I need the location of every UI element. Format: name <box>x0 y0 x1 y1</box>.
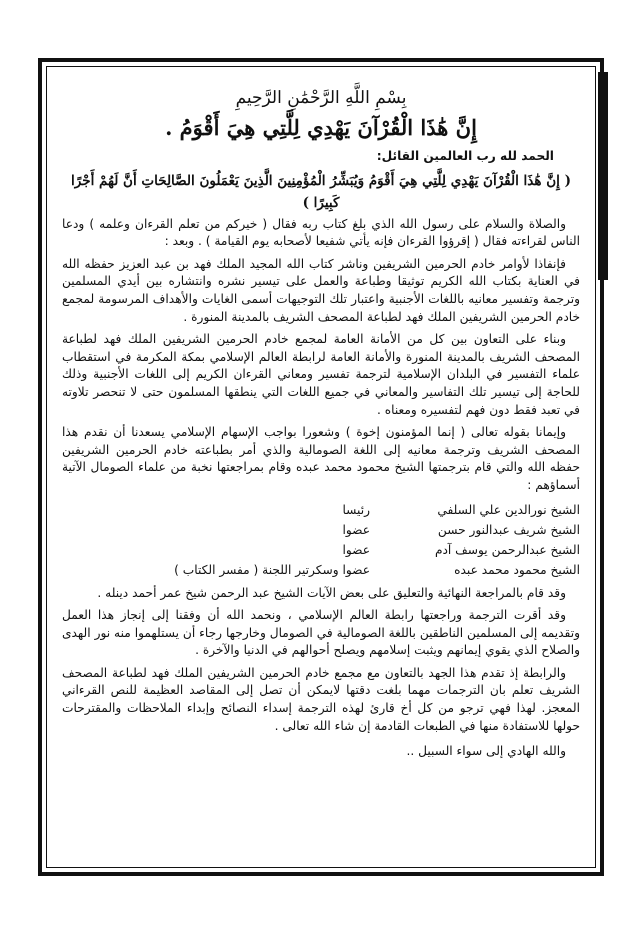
reviewer-role: عضوا <box>342 522 370 537</box>
praise-line: الحمد لله رب العالمين القائل: <box>376 149 554 163</box>
reviewer-role: عضوا <box>342 542 370 557</box>
paragraph-approval: وقد أقرت الترجمة وراجعتها رابطة العالم الإسلامي ، ونحمد الله أن وفقنا إلى إنجاز هذا العمل وتقديمه إلى المسلمين الناطقين باللغة الصومالية في الصومال وخارجها رجاء أن يستلهموا منه نور الهدى والصلاح الذي يقوي إيمانهم ويثبت إسلامهم ويصلح أحوالهم في الدنيا والآخرة . <box>62 608 580 658</box>
quran-verse: ( إِنَّ هَٰذَا الْقُرْآنَ يَهْدِي لِلَّتِي هِيَ أَقْوَمُ وَيُبَشِّرُ الْمُؤْمِنِينَ الَّذِينَ يَعْمَلُونَ الصَّالِحَاتِ أَنَّ لَهُمْ أَجْرًا كَبِيرًا ) <box>71 172 571 211</box>
paragraph-final-review: وقد قام بالمراجعة النهائية والتعليق على بعض الآيات الشيخ عبد الرحمن شيخ عمر أحمد دينله . <box>97 585 566 600</box>
reviewer-row <box>62 540 580 560</box>
reviewer-row <box>62 500 580 520</box>
reviewer-row <box>62 560 580 580</box>
reviewers-list <box>62 500 580 580</box>
closing-line: والله الهادي إلى سواء السبيل .. <box>406 744 566 759</box>
reviewer-name: الشيخ محمود محمد عبده <box>454 562 580 577</box>
reviewer-row <box>62 520 580 540</box>
basmala: بِسْمِ اللَّهِ الرَّحْمَٰنِ الرَّحِيمِ <box>235 88 407 108</box>
paragraph-cooperation: وبناء على التعاون بين كل من الأمانة العامة لمجمع خادم الحرمين الشريفين الملك فهد لطباعة المصحف الشريف بالمدينة المنورة والأمانة العامة لرابطة العالم الإسلامي بمكة المكرمة في استقطاب علماء التفسير في البلدان الإسلامية لترجمة تفسير ومعاني القرءان الكريم إلى اللغات الأجنبية وذلك للحاجة إلى تيسير تلك التفاسير والمعاني في جميع اللغات التي ينطقها المسلمون حتى لا تنحصر تلاوته في تعبد فقط دون فهم لتفسيره ومعناه . <box>62 332 580 417</box>
reviewer-role: رئيسا <box>342 502 370 517</box>
reviewer-role: عضوا وسكرتير اللجنة ( مفسر الكتاب ) <box>174 562 370 577</box>
paragraph-translation: وإيمانا بقوله تعالى ( إنما المؤمنون إخوة ) وشعورا بواجب الإسهام الإسلامي يسعدنا أن نقدم هذا المصحف الشريف وترجمة معانيه إلى اللغة الصومالية والذي أمر بطباعته خادم الحرمين الشريفين حفظه الله والتي قام بترجمتها الشيخ محمود محمد عبده وقام بمراجعتها نخبة من علماء الصومال الآتية أسماؤهم : <box>62 425 580 492</box>
verse-headline: إِنَّ هَٰذَا الْقُرْآنَ يَهْدِي لِلَّتِي هِيَ أَقْوَمُ . <box>165 115 477 140</box>
reviewer-name: الشيخ شريف عبدالنور حسن <box>437 522 580 537</box>
paragraph-league: والرابطة إذ تقدم هذا الجهد بالتعاون مع مجمع خادم الحرمين الشريفين الملك فهد لطباعة المصحف الشريف تعلم بان الترجمات مهما بلغت دقتها لايمكن أن تصل إلى المقاصد العظيمة للنص القرءاني المعجز. لهذا فهي ترجو من كل أخ قارئ لهذه الترجمة إسداء النصائح وإبداء الملاحظات والمقترحات حولها للاستفادة منها في الطبعات القادمة إن شاء الله تعالى . <box>62 665 580 733</box>
paragraph-directives: فإنفاذا لأوامر خادم الحرمين الشريفين وناشر كتاب الله المجيد الملك فهد بن عبد العزيز حفظه الله في العناية بكتاب الله الكريم توثيقا وطباعة والعمل على تيسير نشره وانتشاره بين أيدي المسلمين وترجمة وتفسير معانيه باللغات الأجنبية واعتبار تلك التوجيهات أسمى الغايات والأهداف المرسومة لمجمع خادم الحرمين الشريفين الملك فهد لطباعة المصحف الشريف بالمدينة المنورة . <box>62 256 580 324</box>
document-body <box>62 86 580 761</box>
reviewer-name: الشيخ عبدالرحمن يوسف آدم <box>434 542 580 557</box>
side-margin-bar <box>598 72 608 280</box>
reviewer-name: الشيخ نورالدين علي السلفي <box>437 502 580 517</box>
paragraph-salutation: والصلاة والسلام على رسول الله الذي بلغ كتاب ربه فقال ( خيركم من تعلم القرءان وعلمه ) ودعا الناس لقراءته فقال ( إقرؤوا القرءان فإنه يأتي شفيعا لأصحابه يوم القيامة ) . وبعد : <box>62 216 580 249</box>
